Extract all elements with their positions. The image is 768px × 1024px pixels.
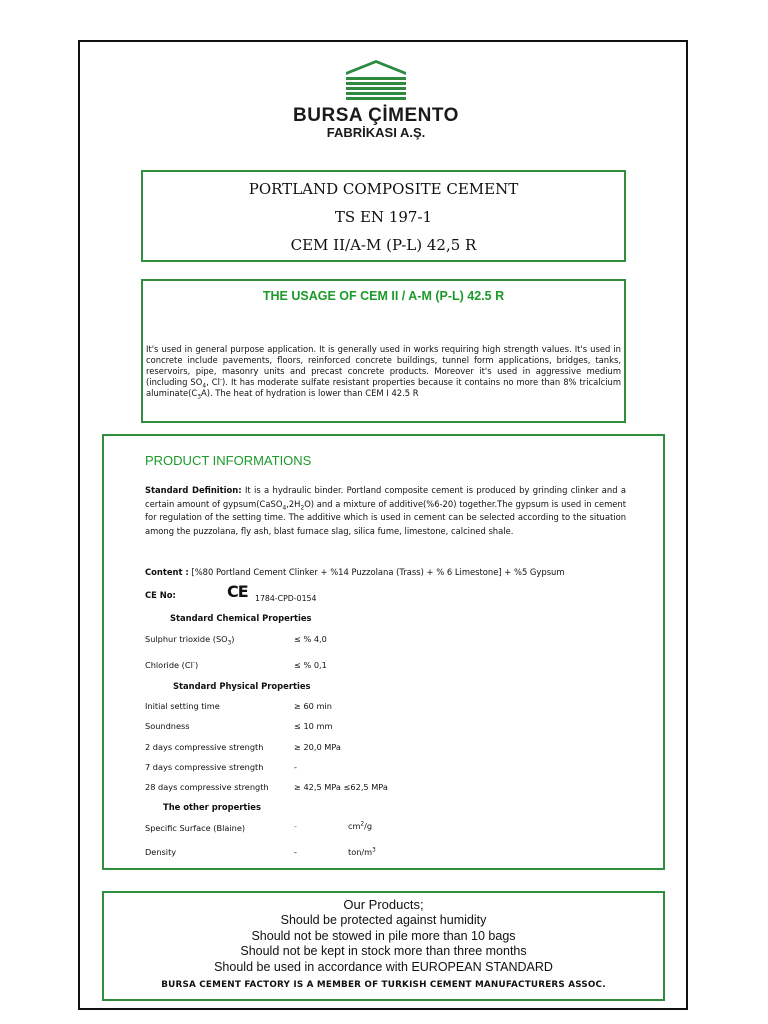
phys-property-name: 2 days compressive strength (145, 742, 264, 752)
products-line: Should be protected against humidity (280, 913, 487, 927)
products-line: Should be used in accordance with EUROPEAN STANDARD (214, 959, 553, 974)
phys-property-value: ≤ 10 mm (294, 721, 333, 731)
other-property-unit: ton/$m^3$ (348, 847, 376, 857)
phys-property-name: Soundness (145, 721, 190, 731)
phys-property-name: 28 days compressive strength (145, 782, 269, 792)
phys-property-value: ≥ 60 min (294, 701, 332, 711)
products-heading: Our Products; (343, 897, 424, 912)
other-property-value: - (294, 847, 297, 857)
phys-property-value: ≥ 20,0 MPa (294, 742, 341, 752)
chem-property-value: ≤ % 4,0 (294, 634, 327, 644)
company-logo (272, 58, 480, 148)
other-property-name: Specific Surface (Blaine) (145, 823, 246, 833)
physical-properties-title: Standard Physical Properties (173, 681, 311, 691)
other-property-value: - (294, 821, 297, 831)
ce-mark-icon: CE (227, 582, 248, 601)
product-info-box (102, 434, 665, 870)
phys-property-name: Initial setting time (145, 701, 220, 711)
ce-label: CE No: (145, 590, 176, 600)
products-line: Should not be kept in stock more than three months (240, 944, 527, 958)
product-title: PORTLAND COMPOSITE CEMENT (248, 180, 519, 198)
content-line: Content : [%80 Portland Cement Clinker + %14 Puzzolana (Trass) + % 6 Limestone] + %5 Gypsum (145, 567, 565, 577)
ce-code: 1784-CPD-0154 (255, 594, 317, 603)
usage-text: It's used in general purpose application. It is generally used in works requiring high strength values. It's used in concrete include pavements, floors, reinforced concrete buildings, tunnel form applications, bridges, tanks, reservoirs, pipe, masonry units and precast concrete products. Moreover it's used in aggressive medium (including $SO_4$, Cl-). It has moderate sulfate resistant properties because it contains no more than 8% tricalcium $aluminate(C_3A)$. The heat of hydration is lower than CEM I 42.5 R (146, 344, 622, 401)
chem-property-value: ≤ % 0,1 (294, 660, 327, 670)
usage-box (141, 279, 626, 423)
other-properties-title: The other properties (163, 802, 261, 812)
standard-definition: Standard Definition: It is a hydraulic binder. Portland composite cement is produced by grinding clinker and a certain amount of $gypsum(CaSO_4,2H_2O)$ and a mixture of additive(%6-20) together.The gypsum is used in cement for regulation of the setting time. The additive which is used in cement can be selected according to the situation among the puzzolana, fly ash, blast furnace slag, silica fume, limestone, calcined shale. (145, 485, 626, 536)
product-title-box (141, 170, 626, 262)
chem-property-name: Sulphur trioxide $(SO_3)$ (145, 634, 235, 647)
product-class: CEM II/A-M (P-L) 42,5 R (290, 236, 477, 254)
products-line: Should not be stowed in pile more than 10 bags (251, 928, 516, 943)
phys-property-value: - (294, 762, 297, 772)
logo-company-name: BURSA ÇİMENTO (293, 105, 459, 126)
chemical-properties-title: Standard Chemical Properties (170, 613, 312, 623)
logo-company-subtitle: FABRİKASI A.Ş. (326, 125, 426, 140)
membership-footer: BURSA CEMENT FACTORY IS A MEMBER OF TURKISH CEMENT MANUFACTURERS ASSOC. (161, 980, 606, 990)
product-standard: TS EN 197-1 (334, 208, 433, 226)
logo-building-icon (336, 58, 416, 102)
chem-property-name: Chloride (Cl-) (145, 660, 199, 670)
phys-property-value: ≥ 42,5 MPa ≤62,5 MPa (294, 782, 388, 792)
product-info-heading: PRODUCT INFORMATIONS (145, 453, 312, 468)
other-property-name: Density (145, 847, 177, 857)
phys-property-name: 7 days compressive strength (145, 762, 264, 772)
products-box (102, 891, 665, 1001)
usage-heading: THE USAGE OF CEM II / A-M (P-L) 42.5 R (262, 289, 505, 303)
other-property-unit: $cm^2/g$ (348, 821, 373, 831)
